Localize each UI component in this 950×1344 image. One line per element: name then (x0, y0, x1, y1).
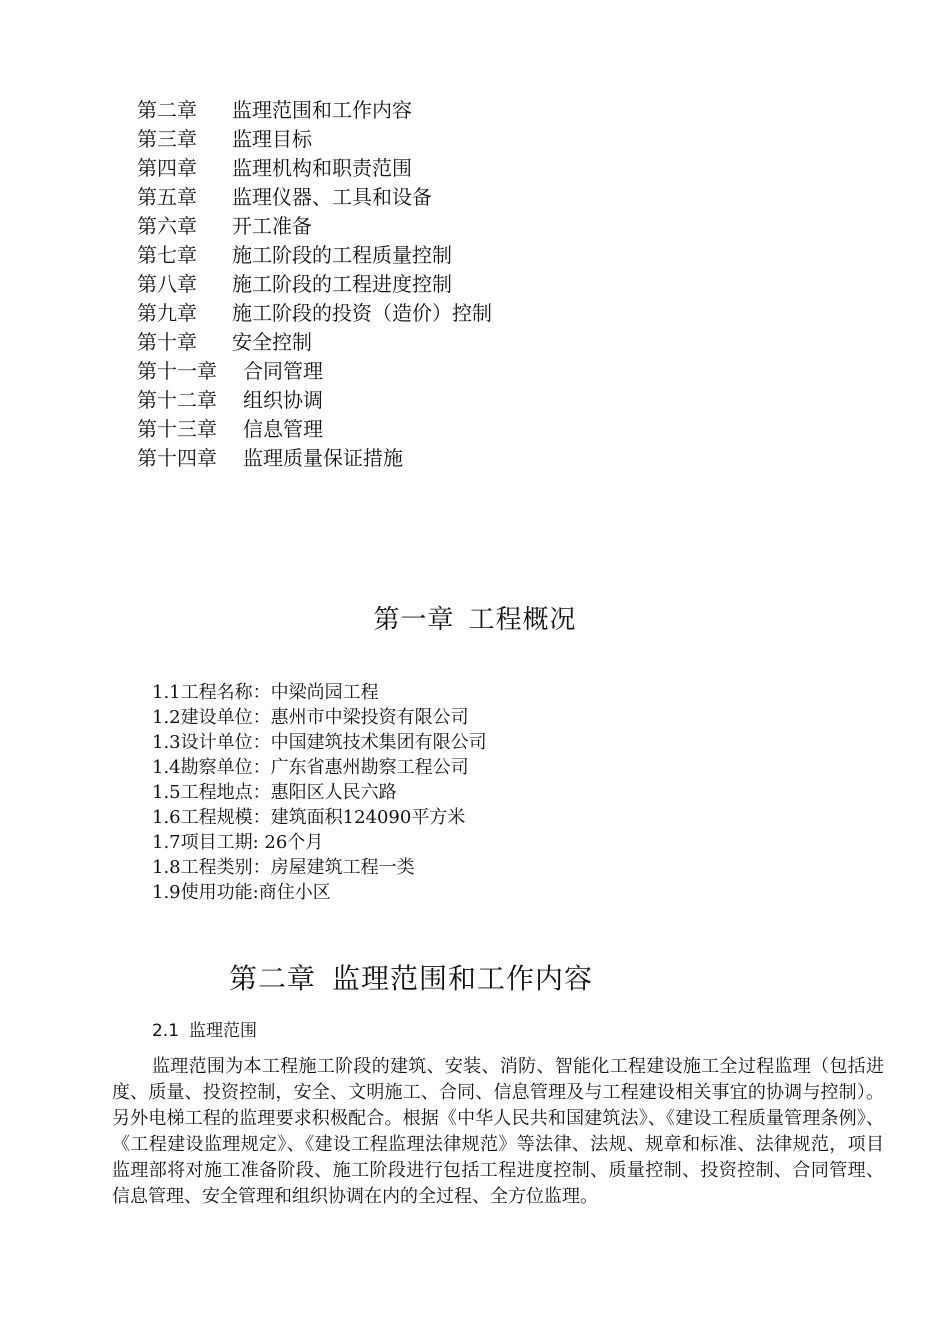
toc-item (137, 125, 837, 154)
project-info-item: 1.8工程类别：房屋建筑工程一类 (152, 857, 415, 878)
body-paragraph-block (112, 1054, 884, 1210)
toc-chapter-title: 施工阶段的工程质量控制 (232, 243, 452, 267)
toc-chapter-title: 开工准备 (232, 214, 312, 238)
toc-chapter-title: 监理仪器、工具和设备 (232, 185, 432, 209)
project-info-item: 1.4勘察单位：广东省惠州勘察工程公司 (152, 757, 469, 778)
toc-item (137, 96, 837, 125)
toc-chapter-number: 第四章 (137, 156, 197, 180)
chapter-1-title: 工程概况 (468, 605, 577, 635)
project-info-list (152, 680, 487, 905)
toc-item (137, 386, 837, 415)
toc-chapter-title: 监理机构和职责范围 (232, 156, 412, 180)
toc-chapter-number: 第十四章 (137, 446, 217, 470)
project-info-item: 1.9使用功能:商住小区 (152, 882, 331, 903)
toc-chapter-title: 合同管理 (243, 359, 323, 383)
toc-item (137, 241, 837, 270)
toc-item (137, 415, 837, 444)
toc-item (137, 183, 837, 212)
toc-chapter-number: 第十三章 (137, 417, 217, 441)
chapter-1-heading (0, 600, 950, 640)
toc-item (137, 299, 837, 328)
project-info-item: 1.1工程名称：中梁尚园工程 (152, 682, 379, 703)
chapter-2-title: 监理范围和工作内容 (332, 962, 594, 995)
toc-item (137, 444, 837, 473)
toc-chapter-title: 监理目标 (232, 127, 312, 151)
toc-chapter-title: 组织协调 (243, 388, 323, 412)
toc-chapter-title: 监理范围和工作内容 (232, 98, 412, 122)
toc-item (137, 357, 837, 386)
project-info-item: 1.3设计单位：中国建筑技术集团有限公司 (152, 732, 487, 753)
chapter-2-heading (229, 958, 593, 1000)
toc-chapter-title: 施工阶段的投资（造价）控制 (232, 301, 492, 325)
toc-chapter-number: 第十二章 (137, 388, 217, 412)
toc-item (137, 154, 837, 183)
toc-chapter-number: 第十一章 (137, 359, 217, 383)
toc-chapter-number: 第六章 (137, 214, 197, 238)
section-heading (152, 1018, 257, 1044)
toc-item (137, 270, 837, 299)
toc-chapter-title: 安全控制 (232, 330, 312, 354)
section-number: 2.1 (152, 1021, 180, 1041)
toc-chapter-number: 第八章 (137, 272, 197, 296)
section-title: 监理范围 (189, 1021, 258, 1041)
toc-chapter-number: 第七章 (137, 243, 197, 267)
toc-chapter-number: 第五章 (137, 185, 197, 209)
project-info-item: 1.6工程规模：建筑面积124090平方米 (152, 807, 466, 828)
toc-chapter-number: 第二章 (137, 98, 197, 122)
body-paragraph: 监理范围为本工程施工阶段的建筑、安装、消防、智能化工程建设施工全过程监理（包括进度、质量、投资控制，安全、文明施工、合同、信息管理及与工程建设相关事宜的协调与控制）。另外电梯工程的监理要求积极配合。根据《中华人民共和国建筑法》、《建设工程质量管理条例》、《工程建设监理规定》、《建设工程监理法律规范》等法律、法规、规章和标准、法律规范，项目监理部将对施工准备阶段、施工阶段进行包括工程进度控制、质量控制、投资控制、合同管理、信息管理、安全管理和组织协调在内的全过程、全方位监理。 (112, 1056, 884, 1207)
project-info-item: 1.7项目工期: 26个月 (152, 832, 324, 853)
chapter-1-number: 第一章 (373, 605, 455, 635)
table-of-contents (137, 96, 837, 473)
toc-chapter-title: 监理质量保证措施 (243, 446, 403, 470)
chapter-2-number: 第二章 (229, 962, 317, 995)
toc-chapter-number: 第三章 (137, 127, 197, 151)
toc-chapter-title: 施工阶段的工程进度控制 (232, 272, 452, 296)
toc-chapter-number: 第十章 (137, 330, 197, 354)
project-info-item: 1.2建设单位：惠州市中梁投资有限公司 (152, 707, 469, 728)
toc-item (137, 328, 837, 357)
toc-chapter-number: 第九章 (137, 301, 197, 325)
toc-item (137, 212, 837, 241)
toc-chapter-title: 信息管理 (243, 417, 323, 441)
project-info-item: 1.5工程地点：惠阳区人民六路 (152, 782, 397, 803)
